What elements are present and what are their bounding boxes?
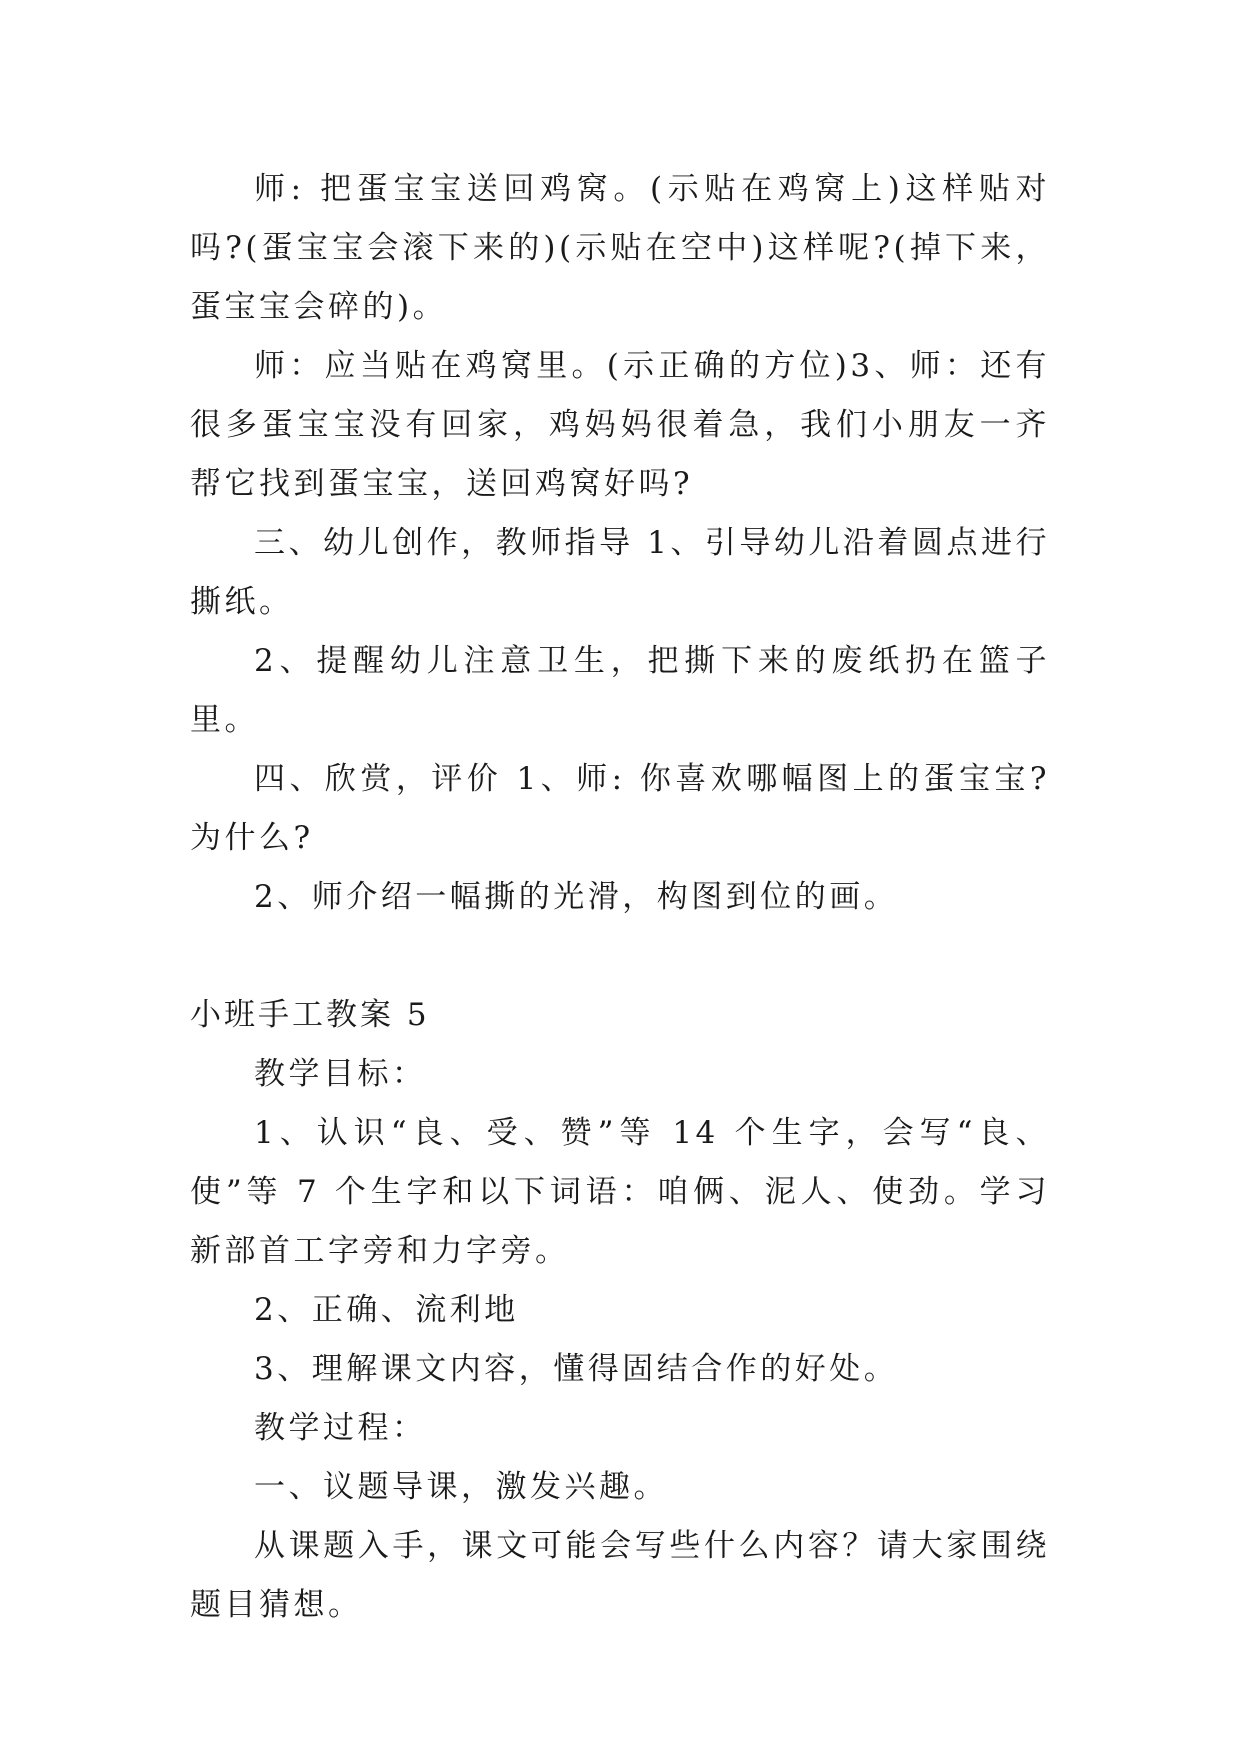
paragraph: 师: 把蛋宝宝送回鸡窝。(示贴在鸡窝上)这样贴对吗?(蛋宝宝会滚下来的)(示贴在空中)这样呢?(掉下来，蛋宝宝会碎的)。	[190, 171, 1050, 325]
section-heading: 小班手工教案 5	[190, 997, 430, 1033]
document-page	[190, 160, 1050, 1635]
section-2	[190, 986, 1050, 1635]
paragraph: 3、理解课文内容，懂得固结合作的好处。	[254, 1351, 899, 1387]
paragraph: 2、师介绍一幅撕的光滑，构图到位的画。	[254, 879, 899, 915]
paragraph: 师：应当贴在鸡窝里。(示正确的方位)3、师：还有很多蛋宝宝没有回家，鸡妈妈很着急，我们小朋友一齐帮它找到蛋宝宝，送回鸡窝好吗?	[190, 348, 1050, 502]
section-gap	[190, 927, 1050, 986]
paragraph: 三、幼儿创作，教师指导 1、引导幼儿沿着圆点进行撕纸。	[190, 525, 1050, 620]
paragraph: 四、欣赏，评价 1、师: 你喜欢哪幅图上的蛋宝宝?为什么?	[190, 761, 1050, 856]
paragraph: 从课题入手，课文可能会写些什么内容？请大家围绕题目猜想。	[190, 1528, 1050, 1623]
paragraph: 教学过程：	[254, 1410, 427, 1446]
paragraph: 教学目标：	[254, 1056, 427, 1092]
paragraph: 1、认识“良、受、赞”等 14 个生字，会写“良、使”等 7 个生字和以下词语：咱俩、泥人、使劲。学习新部首工字旁和力字旁。	[190, 1115, 1050, 1269]
paragraph: 2、提醒幼儿注意卫生，把撕下来的废纸扔在篮子里。	[190, 643, 1050, 738]
section-1	[190, 160, 1050, 927]
paragraph: 2、正确、流利地	[254, 1292, 519, 1328]
paragraph: 一、议题导课，激发兴趣。	[254, 1469, 668, 1505]
